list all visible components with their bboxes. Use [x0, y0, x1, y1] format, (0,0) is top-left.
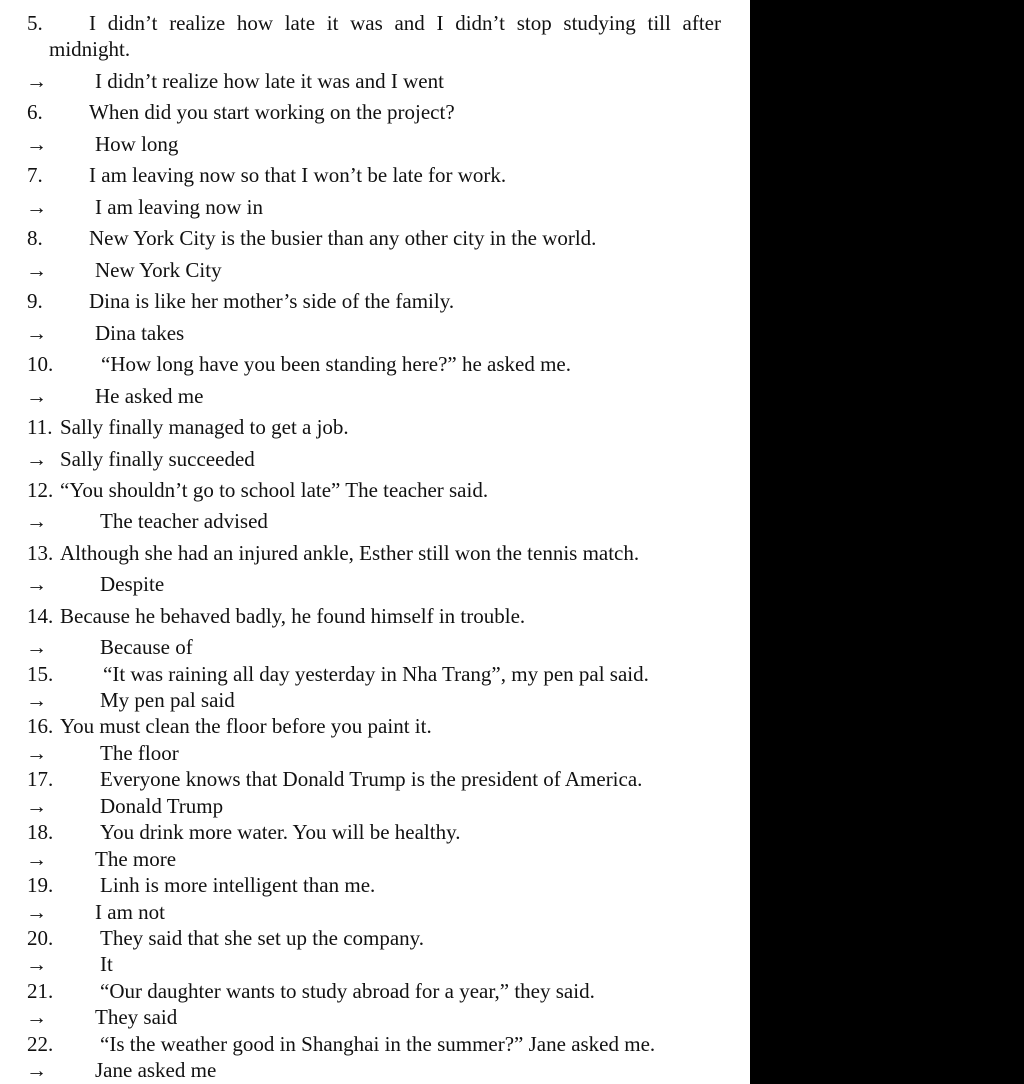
answer-prompt: Despite [100, 572, 165, 596]
item-number: 20. [27, 926, 54, 950]
question-text: When did you start working on the project? [89, 100, 455, 124]
answer-prompt: My pen pal said [100, 688, 235, 712]
answer-prompt: Jane asked me [95, 1058, 217, 1082]
question-text: New York City is the busier than any other city in the world. [89, 226, 597, 250]
item-number: 22. [27, 1032, 54, 1056]
answer-prompt: Donald Trump [100, 794, 224, 818]
arrow-icon: → [26, 572, 47, 596]
answer-prompt: How long [95, 132, 179, 156]
answer-prompt: The floor [100, 741, 179, 765]
arrow-icon: → [26, 900, 47, 924]
arrow-icon: → [26, 195, 47, 219]
question-text: “You shouldn’t go to school late” The teacher said. [60, 478, 489, 502]
answer-prompt: He asked me [95, 384, 204, 408]
item-number: 14. [27, 604, 54, 628]
question-text: They said that she set up the company. [100, 926, 425, 950]
question-text: You drink more water. You will be healthy. [100, 820, 461, 844]
answer-prompt: I didn’t realize how late it was and I went [95, 69, 444, 93]
answer-prompt: I am leaving now in [95, 195, 263, 219]
question-text: Although she had an injured ankle, Esther still won the tennis match. [60, 541, 640, 565]
arrow-icon: → [26, 1058, 47, 1082]
arrow-icon: → [26, 847, 47, 871]
answer-prompt: Because of [100, 635, 193, 659]
item-number: 18. [27, 820, 54, 844]
arrow-icon: → [26, 384, 47, 408]
item-number: 9. [27, 289, 43, 313]
answer-prompt: It [100, 952, 113, 976]
question-text: “It was raining all day yesterday in Nha Trang”, my pen pal said. [103, 662, 649, 686]
item-number: 16. [27, 714, 54, 738]
question-text: “How long have you been standing here?” he asked me. [101, 352, 571, 376]
question-text: Sally finally managed to get a job. [60, 415, 349, 439]
arrow-icon: → [26, 447, 47, 471]
arrow-icon: → [26, 321, 47, 345]
arrow-icon: → [26, 132, 47, 156]
arrow-icon: → [26, 635, 47, 659]
answer-prompt: Sally finally succeeded [60, 447, 255, 471]
arrow-icon: → [26, 688, 47, 712]
item-number: 13. [27, 541, 54, 565]
item-number: 17. [27, 767, 54, 791]
item-number: 15. [27, 662, 54, 686]
question-text: Linh is more intelligent than me. [100, 873, 376, 897]
question-text: You must clean the floor before you paint it. [60, 714, 432, 738]
item-number: 5. [27, 11, 43, 35]
question-text: “Our daughter wants to study abroad for a year,” they said. [100, 979, 595, 1003]
item-number: 6. [27, 100, 43, 124]
item-number: 10. [27, 352, 54, 376]
item-number: 21. [27, 979, 54, 1003]
answer-prompt: Dina takes [95, 321, 185, 345]
item-number: 19. [27, 873, 54, 897]
arrow-icon: → [26, 741, 47, 765]
arrow-icon: → [26, 1005, 47, 1029]
question-text-continued: midnight. [49, 37, 131, 61]
answer-prompt: New York City [95, 258, 222, 282]
answer-prompt: The more [95, 847, 177, 871]
question-text: I am leaving now so that I won’t be late for work. [89, 163, 507, 187]
answer-prompt: They said [95, 1005, 178, 1029]
arrow-icon: → [26, 258, 47, 282]
question-text: I didn’t realize how late it was and I didn’t stop studying till after [89, 11, 721, 35]
question-text: Because he behaved badly, he found himself in trouble. [60, 604, 526, 628]
arrow-icon: → [26, 794, 47, 818]
answer-prompt: I am not [95, 900, 165, 924]
question-text: “Is the weather good in Shanghai in the summer?” Jane asked me. [100, 1032, 656, 1056]
question-text: Everyone knows that Donald Trump is the president of America. [100, 767, 643, 791]
answer-prompt: The teacher advised [100, 509, 268, 533]
arrow-icon: → [26, 509, 47, 533]
question-text: Dina is like her mother’s side of the family. [89, 289, 455, 313]
arrow-icon: → [26, 952, 47, 976]
arrow-icon: → [26, 69, 47, 93]
item-number: 11. [27, 415, 53, 439]
item-number: 7. [27, 163, 43, 187]
item-number: 8. [27, 226, 43, 250]
item-number: 12. [27, 478, 54, 502]
